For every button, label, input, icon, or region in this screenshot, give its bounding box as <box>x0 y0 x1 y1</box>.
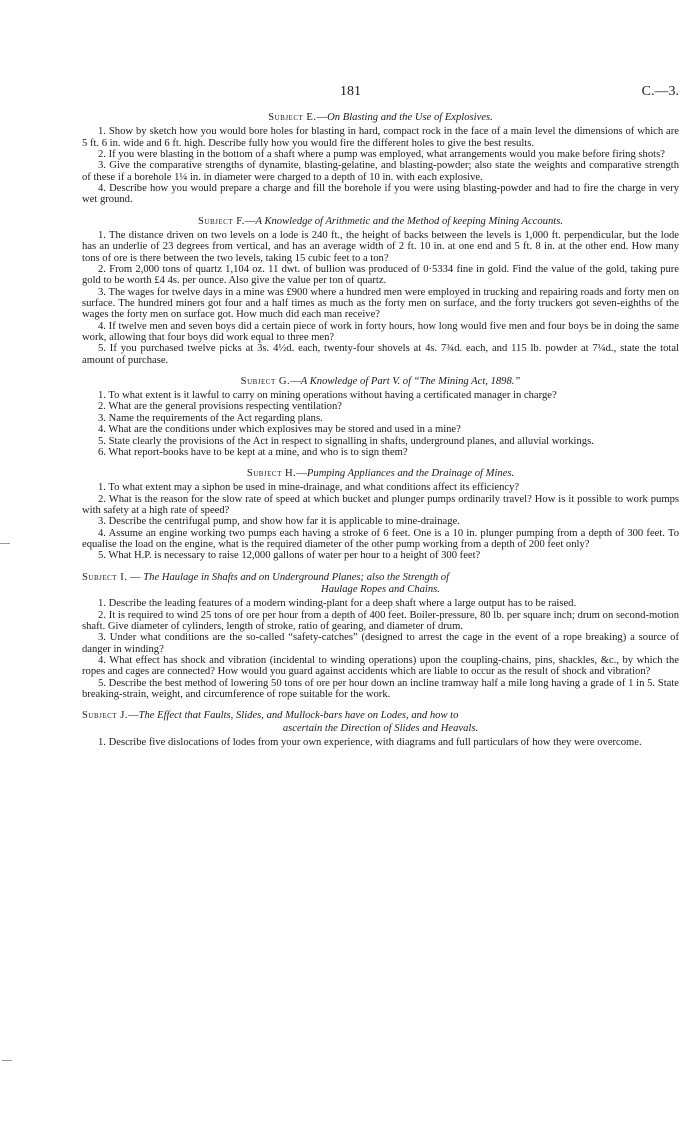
question-list <box>82 598 679 700</box>
section-subject-i <box>82 572 679 701</box>
section-heading: Subject G.—A Knowledge of Part V. of “The Mining Act, 1898.” <box>240 375 521 387</box>
page-header <box>82 84 679 104</box>
question: 3. Name the requirements of the Act regarding plans. <box>98 412 323 424</box>
question: 1. The distance driven on two levels on a lode is 240 ft., the height of backs between the levels is 1,000 ft. perpendicular, but the lode has an underlie of 23 degrees from vertical, and has an average width of 2 ft. 10 in. at one end and 5 ft. 8 in. at the other end. How many tons of ore is there between the two levels, taking 15 cubic feet to a ton? <box>82 229 679 264</box>
question: 1. Show by sketch how you would bore holes for blasting in hard, compact rock in the face of a main level the dimensions of which are 5 ft. 6 in. wide and 6 ft. high. Describe fully how you would fire the different holes to give the best results. <box>82 126 679 149</box>
section-subject-g <box>82 376 679 458</box>
question: 2. What are the general provisions respecting ventilation? <box>98 401 342 413</box>
section-subject-h <box>82 468 679 562</box>
question: 3. The wages for twelve days in a mine was £900 where a hundred men were employed in trucking and repairing roads and forty men on surface. The hundred miners got four and a half times as much as the forty men on surface, and the forty truckers got seven-eighths of the wages the forty men on surface got. How much did each man receive? <box>82 286 679 321</box>
question: 2. If you were blasting in the bottom of a shaft where a pump was employed, what arrangements would you make before firing shots? <box>98 148 665 160</box>
document-reference: C.—3. <box>641 84 679 99</box>
question: 1. Describe the leading features of a modern winding-plant for a deep shaft where a large output has to be raised. <box>98 598 577 610</box>
question-list <box>82 390 679 458</box>
question: 5. State clearly the provisions of the Act in respect to signalling in shafts, underground planes, and alluvial workings. <box>98 435 594 447</box>
margin-mark <box>2 1060 12 1061</box>
question: 4. What effect has shock and vibration (incidental to winding operations) upon the coupling-chains, pins, shackles, &c., by which the ropes and cages are connected? How would you guard against accidents which are liable to occur as the result of shock and vibration? <box>82 654 679 678</box>
page-number: 181 <box>340 84 361 99</box>
question: 5. What H.P. is necessary to raise 12,000 gallons of water per hour to a height of 300 feet? <box>98 550 481 562</box>
question: 4. If twelve men and seven boys did a certain piece of work in forty hours, how long would five men and four boys be in doing the same work, allowing that four boys did work equal to three men? <box>82 320 679 343</box>
section-subject-j <box>82 710 679 748</box>
section-heading: Subject H.—Pumping Appliances and the Drainage of Mines. <box>246 468 515 480</box>
section-subject-f <box>82 216 679 366</box>
question: 5. Describe the best method of lowering 50 tons of ore per hour down an incline tramway half a mile long having a grade of 1 in 5. State breaking-strain, weight, and circumference of rope suitable for the work. <box>82 677 679 700</box>
section-heading: Subject J.—The Effect that Faults, Slides, and Mullock-bars have on Lodes, and how to ascertain the Direction of Slides and Heavals. <box>82 710 679 734</box>
question: 1. Describe five dislocations of lodes from your own experience, with diagrams and full particulars of how they were overcome. <box>98 736 642 748</box>
margin-mark <box>0 543 10 544</box>
section-heading-continued: Haulage Ropes and Chains. <box>321 584 440 596</box>
question-list <box>82 737 679 748</box>
section-heading-continued: ascertain the Direction of Slides and Heavals. <box>282 722 479 734</box>
question: 2. From 2,000 tons of quartz 1,104 oz. 11 dwt. of bullion was produced of 0·5334 fine in gold. Find the value of the gold, taking pure gold to be worth £4 4s. per ounce. Also give the value per ton of quartz. <box>82 263 679 287</box>
question: 5. If you purchased twelve picks at 3s. 4½d. each, twenty-four shovels at 4s. 7¾d. each, and 115 lb. powder at 7¼d., state the total amount of purchase. <box>82 343 679 366</box>
section-heading: Subject E.—On Blasting and the Use of Explosives. <box>268 112 493 123</box>
question: 3. Give the comparative strengths of dynamite, blasting-gelatine, and blasting-powder; also state the weights and comparative strength of these if a borehole 1¼ in. in diameter were charged to a depth of 10 in. with each explosive. <box>82 160 679 183</box>
section-subject-e <box>82 112 679 206</box>
question: 4. Describe how you would prepare a charge and fill the borehole if you were using blasting-powder and had to fire the charge in very wet ground. <box>82 182 679 206</box>
question-list <box>82 482 679 561</box>
question: 4. What are the conditions under which explosives may be stored and used in a mine? <box>98 424 461 436</box>
question: 1. To what extent is it lawful to carry on mining operations without having a certificated manager in charge? <box>98 390 557 402</box>
question-list <box>82 230 679 366</box>
question: 3. Under what conditions are the so-called “safety-catches” (designed to arrest the cage in the event of a rope breaking) a source of danger in winding? <box>82 632 679 655</box>
section-heading: Subject F.—A Knowledge of Arithmetic and the Method of keeping Mining Accounts. <box>198 215 563 227</box>
question: 3. Describe the centrifugal pump, and show how far it is applicable to mine-drainage. <box>98 516 460 528</box>
question: 2. What is the reason for the slow rate of speed at which bucket and plunger pumps ordinarily travel? How is it possible to work pumps with safety at a high rate of speed? <box>82 493 679 517</box>
question: 2. It is required to wind 25 tons of ore per hour from a depth of 400 feet. Boiler-pressure, 80 lb. per square inch; drum on second-motion shaft. Give diameter of cylinders, length of stroke, ratio of gearing, and diameter of drum. <box>82 609 679 632</box>
question-list <box>82 126 679 205</box>
question: 1. To what extent may a siphon be used in mine-drainage, and what conditions affect its efficiency? <box>98 482 520 494</box>
document-page <box>82 84 679 748</box>
question: 4. Assume an engine working two pumps each having a stroke of 6 feet. One is a 10 in. plunger pumping from a depth of 300 feet. To equalise the load on the engine, what is the required diameter of the other pump working from a depth of 200 feet only? <box>82 527 679 551</box>
question: 6. What report-books have to be kept at a mine, and who is to sign them? <box>98 446 408 458</box>
section-heading: Subject I. — The Haulage in Shafts and on Underground Planes; also the Strength of Haulage Ropes and Chains. <box>82 572 679 596</box>
